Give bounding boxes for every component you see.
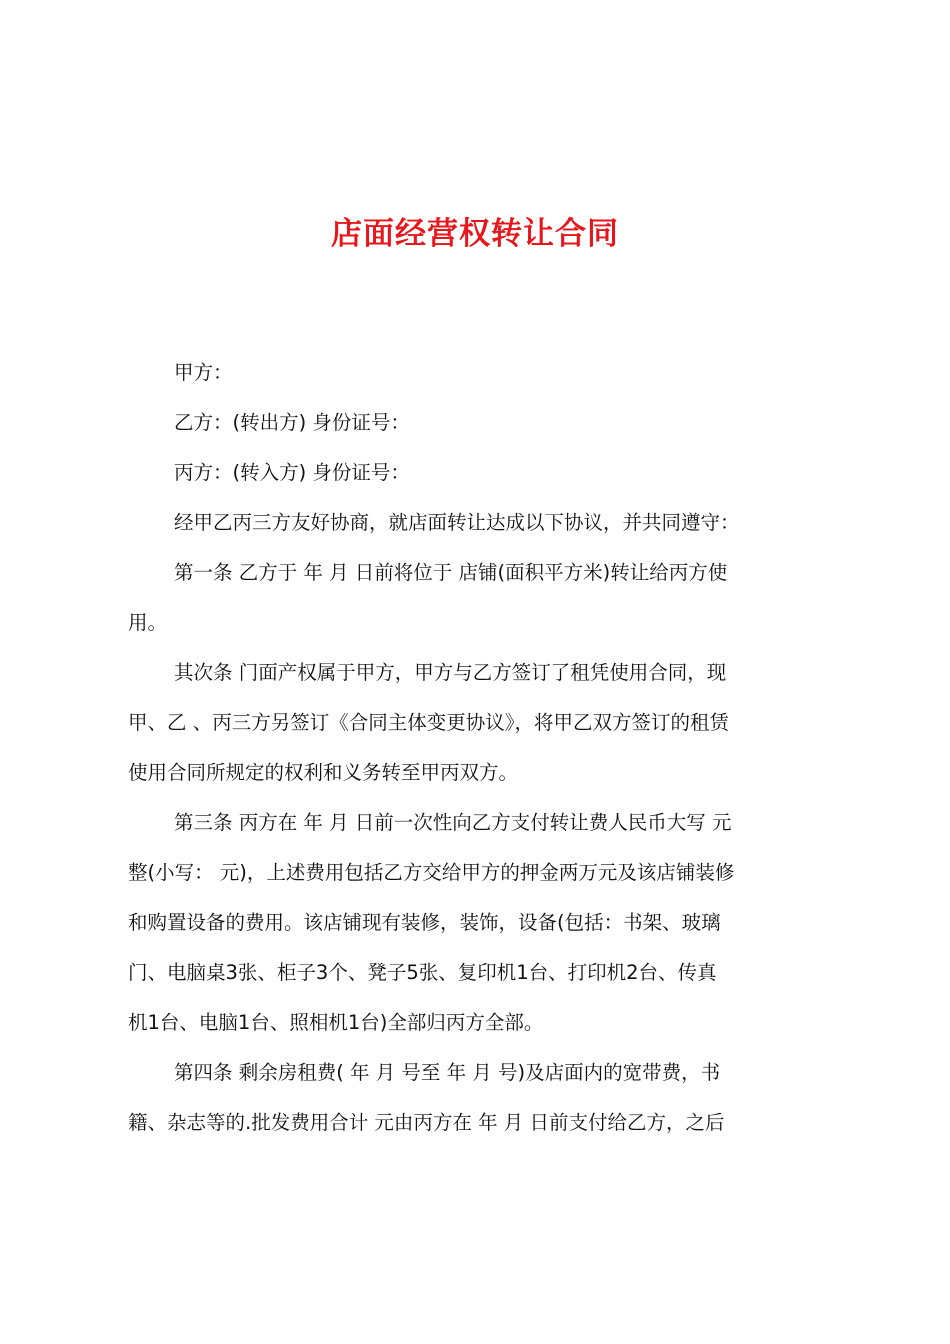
article-3-line-2: 整(小写： 元)，上述费用包括乙方交给甲方的押金两万元及该店铺装修 [128,861,735,884]
article-3-line-4: 门、电脑桌3张、柜子3个、凳子5张、复印机1台、打印机2台、传真 [128,961,717,984]
article-3-line-1: 第三条 丙方在 年 月 日前一次性向乙方支付转让费人民币大写 元 [174,811,732,834]
article-2-line-2: 甲、乙 、丙三方另签订《合同主体变更协议》，将甲乙双方签订的租赁 [128,711,729,734]
article-3-line-3: 和购置设备的费用。该店铺现有装修，装饰，设备(包括：书架、玻璃 [128,911,721,934]
article-4-line-1: 第四条 剩余房租费( 年 月 号至 年 月 号)及店面内的宽带费，书 [174,1061,721,1084]
preamble-line: 经甲乙丙三方友好协商，就店面转让达成以下协议，并共同遵守： [174,511,740,534]
article-4-line-2: 籍、杂志等的.批发费用合计 元由丙方在 年 月 日前支付给乙方，之后 [128,1111,725,1134]
article-1-line-2: 用。 [128,611,168,634]
document-body [128,348,833,1148]
article-2-line-3: 使用合同所规定的权利和义务转至甲丙双方。 [128,761,519,784]
party-a-line: 甲方： [174,361,233,384]
party-b-line: 乙方：(转出方) 身份证号： [174,411,410,434]
article-1-line-1: 第一条 乙方于 年 月 日前将位于 店铺(面积平方米)转让给丙方使 [174,561,728,584]
document-title: 店面经营权转让合同 [331,216,619,252]
article-2-line-1: 其次条 门面产权属于甲方，甲方与乙方签订了租凭使用合同，现 [174,661,727,684]
party-c-line: 丙方：(转入方) 身份证号： [174,461,410,484]
article-3-line-5: 机1台、电脑1台、照相机1台)全部归丙方全部。 [128,1011,544,1034]
